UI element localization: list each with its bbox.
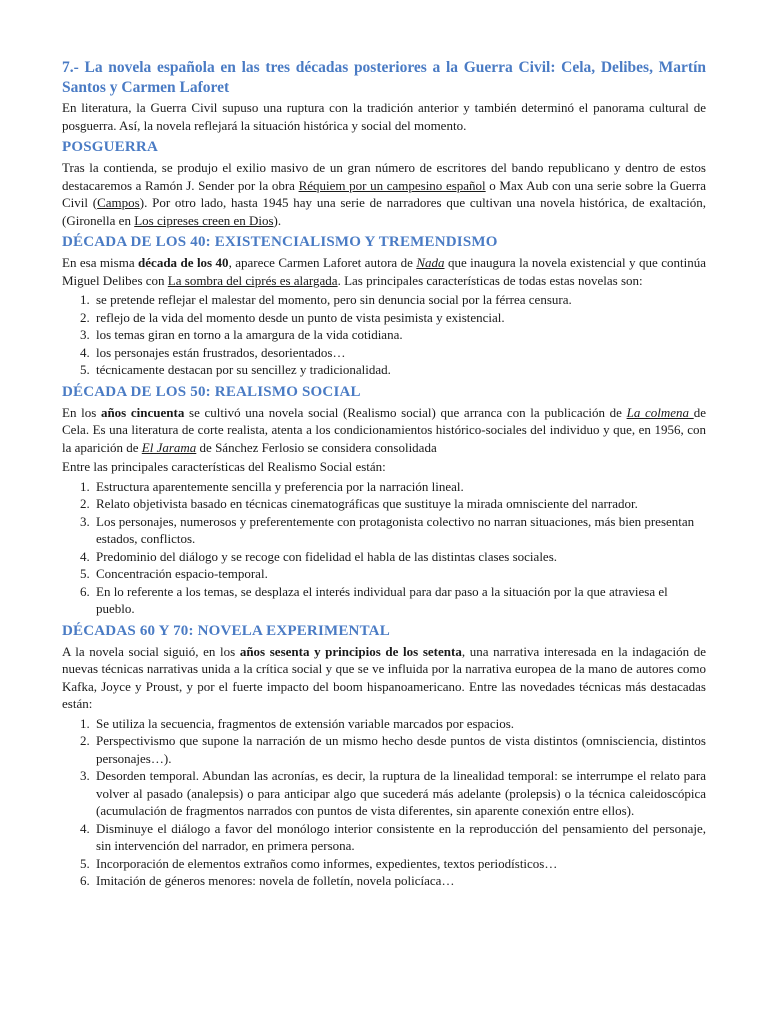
list-item: 5. Incorporación de elementos extraños como informes, expedientes, textos periodísticos…: [93, 855, 706, 873]
posguerra-paragraph: Tras la contienda, se produjo el exilio masivo de un gran número de escritores del bando republicano y dentro de estos destacaremos a Ramón J. Sender por la obra Réquiem por un campesino español o Max Aub con una serie sobre la Guerra Civil (Campos). Por otro lado, hasta 1945 hay una serie de narradores que cultivan una novela histórica, de exaltación, (Gironella en Los cipreses creen en Dios).: [62, 160, 706, 228]
list-item: 6. En lo referente a los temas, se desplaza el interés individual para dar paso a la situación por la que atraviesa el pueblo.: [93, 583, 706, 618]
list-item: 3. los temas giran en torno a la amargura de la vida cotidiana.: [93, 326, 706, 344]
work-title: Campos: [97, 195, 140, 210]
work-title: Los cipreses creen en Dios: [134, 212, 274, 228]
decada-50-paragraph: En los años cincuenta se cultivó una novela social (Realismo social) que arranca con la publicación de La colmena de Cela. Es una literatura de corte realista, atenta a los condicionamientos histórico-sociales del individuo y que, en 1956, con la aparición de El Jarama de Sánchez Ferlosio se considera consolidada: [62, 404, 706, 455]
heading-decada-40: DÉCADA DE LOS 40: EXISTENCIALISMO Y TREMENDISMO: [62, 234, 498, 250]
work-title: La sombra del ciprés es alargada: [167, 272, 338, 288]
list-item: 1. Se utiliza la secuencia, fragmentos de extensión variable marcados por espacios.: [93, 715, 706, 733]
heading-decadas-60-70: DÉCADAS 60 Y 70: NOVELA EXPERIMENTAL: [62, 622, 390, 639]
decada-50-intro-list: Entre las principales características del Realismo Social están:: [62, 459, 386, 474]
decada-50-list: [62, 478, 706, 618]
list-item: 1. se pretende reflejar el malestar del momento, pero sin denuncia social por la férrea censura.: [93, 291, 706, 309]
list-item: 5. técnicamente destacan por su sencillez y tradicionalidad.: [93, 361, 706, 379]
list-item: 4. Predominio del diálogo y se recoge con fidelidad el habla de las distintas clases sociales.: [93, 548, 706, 566]
heading-decada-50: DÉCADA DE LOS 50: REALISMO SOCIAL: [62, 383, 361, 400]
work-title: Réquiem por un campesino español: [298, 177, 486, 193]
intro-paragraph: En literatura, la Guerra Civil supuso una ruptura con la tradición anterior y también determinó el panorama cultural de posguerra. Así, la novela reflejará la situación histórica y social del momento.: [62, 100, 706, 133]
list-item: 6. Imitación de géneros menores: novela de folletín, novela policíaca…: [93, 872, 706, 890]
list-item: 2. Relato objetivista basado en técnicas cinematográficas que sustituye la mirada omnisciente del narrador.: [93, 495, 706, 513]
list-item: 3. Desorden temporal. Abundan las acronías, es decir, la ruptura de la linealidad temporal: se interrumpe el relato para volver al pasado (analepsis) o para anticipar algo que sucederá más adelante (prolepsis) o la técnica caleidoscópica (acumulación de fragmentos narrados con puntos de vista diferentes, sin aparente conexión entre ellos).: [93, 767, 706, 820]
list-item: 2. reflejo de la vida del momento desde un punto de vista pesimista y existencial.: [93, 309, 706, 327]
decadas-60-70-paragraph: A la novela social siguió, en los años sesenta y principios de los setenta, una narrativa interesada en la indagación de nuevas técnicas narrativas unida a la crítica social y que se ve influida por la narrativa europea de la mano de autores como Kafka, Joyce y Proust, y por el fuerte impacto del boom hispanoamericano. Entre las novedades técnicas más destacadas están:: [62, 643, 707, 711]
list-item: 1. Estructura aparentemente sencilla y preferencia por la narración lineal.: [93, 478, 706, 496]
list-item: 3. Los personajes, numerosos y preferentemente con protagonista colectivo no narran situaciones, más bien presentan estados, conflictos.: [93, 513, 706, 548]
decadas-60-70-list: [62, 715, 706, 890]
list-item: 4. Disminuye el diálogo a favor del monólogo interior consistente en la reproducción del pensamiento del personaje, sin intervención del narrador, en primera persona.: [93, 820, 706, 855]
decada-40-list: [62, 291, 706, 379]
work-title: Nada: [416, 255, 445, 270]
list-item: 5. Concentración espacio-temporal.: [93, 565, 706, 583]
list-item: 4. los personajes están frustrados, desorientados…: [93, 344, 706, 362]
list-item: 2. Perspectivismo que supone la narración de un mismo hecho desde puntos de vista distintos (omnisciencia, distintos personajes…).: [93, 732, 706, 767]
document-title: 7.- La novela española en las tres décadas posteriores a la Guerra Civil: Cela, Delibes, Martín Santos y Carmen Laforet: [62, 59, 706, 96]
decada-40-paragraph: En esa misma década de los 40, aparece Carmen Laforet autora de Nada que inaugura la novela existencial y que continúa Miguel Delibes con La sombra del ciprés es alargada. Las principales características de todas estas novelas son:: [62, 255, 706, 288]
work-title: El Jarama: [141, 439, 197, 455]
heading-posguerra: POSGUERRA: [62, 139, 158, 155]
work-title: La colmena: [626, 404, 694, 420]
